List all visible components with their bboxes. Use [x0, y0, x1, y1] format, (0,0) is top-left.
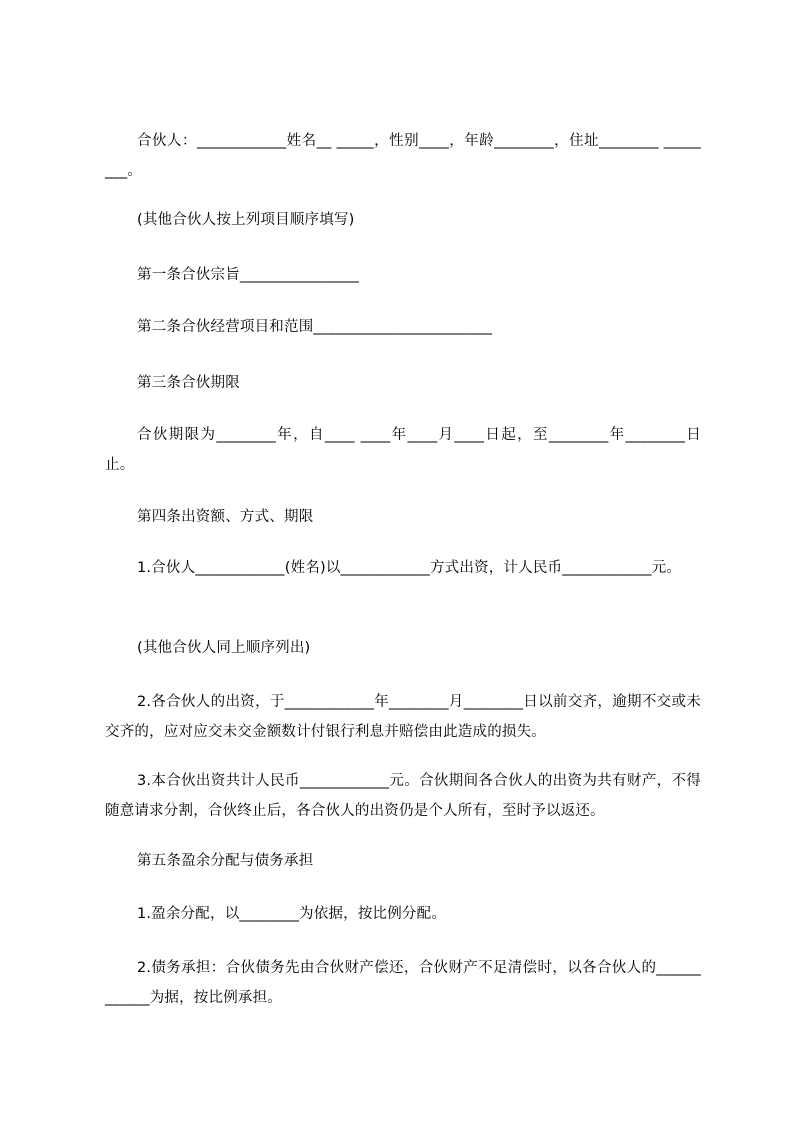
other-partners-contribution-note: (其他合伙人同上顺序列出) — [137, 640, 311, 656]
other-partners-note: (其他合伙人按上列项目顺序填写) — [137, 212, 355, 228]
partner-info-paragraph: 合伙人：____________姓名__ _____，性别____，年龄________，住址________ ________。 — [105, 133, 701, 179]
article-2-heading: 第二条合伙经营项目和范围________________________ — [137, 319, 493, 335]
contribution-item-1: 1.合伙人____________(姓名)以____________方式出资，计人民币____________元。 — [137, 560, 682, 576]
article-5-heading: 第五条盈余分配与债务承担 — [137, 853, 314, 869]
article-1-heading: 第一条合伙宗旨________________ — [137, 267, 360, 283]
profit-distribution-item: 1.盈余分配，以________为依据，按比例分配。 — [137, 906, 447, 922]
contribution-item-3: 3.本合伙出资共计人民币____________元。合伙期间各合伙人的出资为共有财产，不得随意请求分割，合伙终止后，各合伙人的出资仍是个人所有，至时予以返还。 — [105, 773, 701, 819]
article-4-heading: 第四条出资额、方式、期限 — [137, 509, 314, 525]
debt-bearing-item: 2.债务承担：合伙债务先由合伙财产偿还，合伙财产不足清偿时，以各合伙人的____________为据，按比例承担。 — [105, 960, 701, 1006]
contribution-item-2: 2.各合伙人的出资，于____________年________月________日以前交齐，逾期不交或未交齐的，应对应交未交金额数计付银行利息并赔偿由此造成的损失。 — [105, 694, 701, 740]
partnership-term-paragraph: 合伙期限为________年，自____ ____年____月____日起，至________年________日止。 — [105, 427, 701, 473]
article-3-heading: 第三条合伙期限 — [137, 375, 240, 391]
